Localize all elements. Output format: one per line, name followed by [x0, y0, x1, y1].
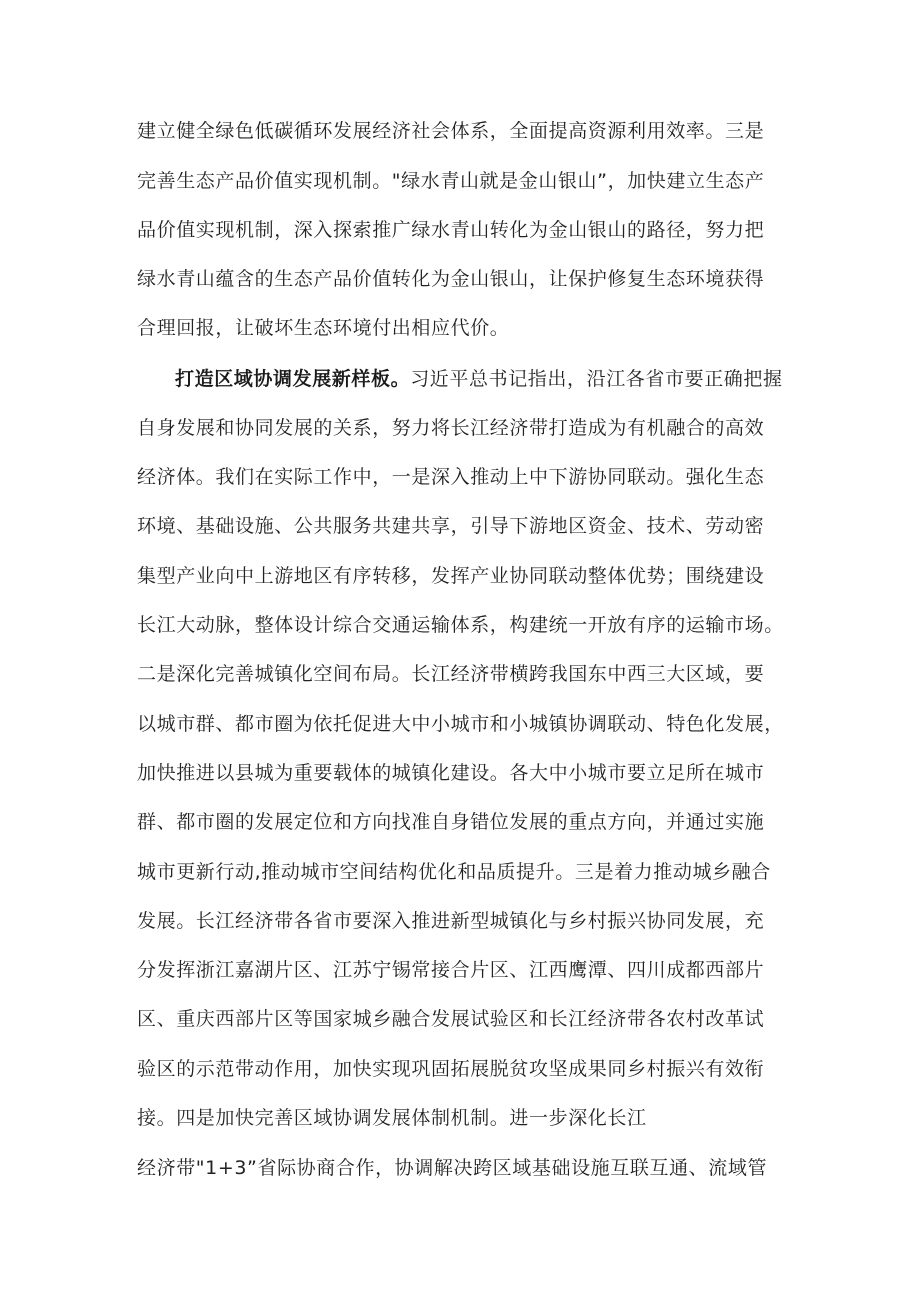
paragraph-2-line-10: 群、都市圈的发展定位和方向找准自身错位发展的重点方向，并通过实施 — [137, 811, 765, 833]
paragraph-2-line-5: 集型产业向中上游地区有序转移，发挥产业协同联动整体优势；围绕建设 — [137, 565, 765, 587]
paragraph-2-line-6: 长江大动脉，整体设计综合交通运输体系，构建统一开放有序的运输市场。 — [137, 614, 784, 636]
paragraph-2-line-1 — [175, 364, 783, 394]
paragraph-2-first-line-text: 习近平总书记指出，沿江各省市要正确把握 — [410, 368, 783, 390]
paragraph-1-line-3: 品价值实现机制，深入探索推广绿水青山转化为金山银山的路径，努力把 — [137, 219, 765, 241]
paragraph-2-line-2: 自身发展和协同发展的关系，努力将长江经济带打造成为有机融合的高效 — [137, 417, 765, 439]
paragraph-2-line-3: 经济体。我们在实际工作中，一是深入推动上中下游协同联动。强化生态 — [137, 466, 765, 488]
paragraph-2-line-8: 以城市群、都市圈为依托促进大中小城市和小城镇协调联动、特色化发展， — [137, 713, 784, 735]
paragraph-1-line-4: 绿水青山蕴含的生态产品价值转化为金山银山，让保护修复生态环境获得 — [137, 268, 765, 290]
paragraph-2-line-15: 验区的示范带动作用，加快实现巩固拓展脱贫攻坚成果同乡村振兴有效衔 — [137, 1058, 765, 1080]
paragraph-2-line-4: 环境、基础设施、公共服务共建共享，引导下游地区资金、技术、劳动密 — [137, 515, 765, 537]
paragraph-2-line-14: 区、重庆西部片区等国家城乡融合发展试验区和长江经济带各农村改革试 — [137, 1008, 765, 1030]
paragraph-1-line-2: 完善生态产品价值实现机制。"绿水青山就是金山银山”，加快建立生态产 — [137, 170, 765, 192]
paragraph-2-line-12: 发展。长江经济带各省市要深入推进新型城镇化与乡村振兴协同发展，充 — [137, 910, 765, 932]
paragraph-1-line-1: 建立健全绿色低碳循环发展经济社会体系，全面提高资源利用效率。三是 — [137, 120, 765, 142]
paragraph-2-line-7: 二是深化完善城镇化空间布局。长江经济带横跨我国东中西三大区域，要 — [137, 663, 765, 685]
paragraph-2-line-17: 经济带"1+3”省际协商合作，协调解决跨区域基础设施互联互通、流域管 — [137, 1157, 768, 1179]
paragraph-2-line-13: 分发挥浙江嘉湖片区、江苏宁锡常接合片区、江西鹰潭、四川成都西部片 — [137, 959, 765, 981]
paragraph-2-line-11: 城市更新行动,推动城市空间结构优化和品质提升。三是着力推动城乡融合 — [137, 861, 771, 883]
section-heading: 打造区域协调发展新样板。 — [175, 368, 411, 390]
paragraph-2-line-9: 加快推进以县城为重要载体的城镇化建设。各大中小城市要立足所在城市 — [137, 762, 765, 784]
paragraph-1-line-5: 合理回报，让破坏生态环境付出相应代价。 — [137, 317, 510, 339]
paragraph-2-line-16: 接。四是加快完善区域协调发展体制机制。进一步深化长江 — [137, 1107, 647, 1129]
